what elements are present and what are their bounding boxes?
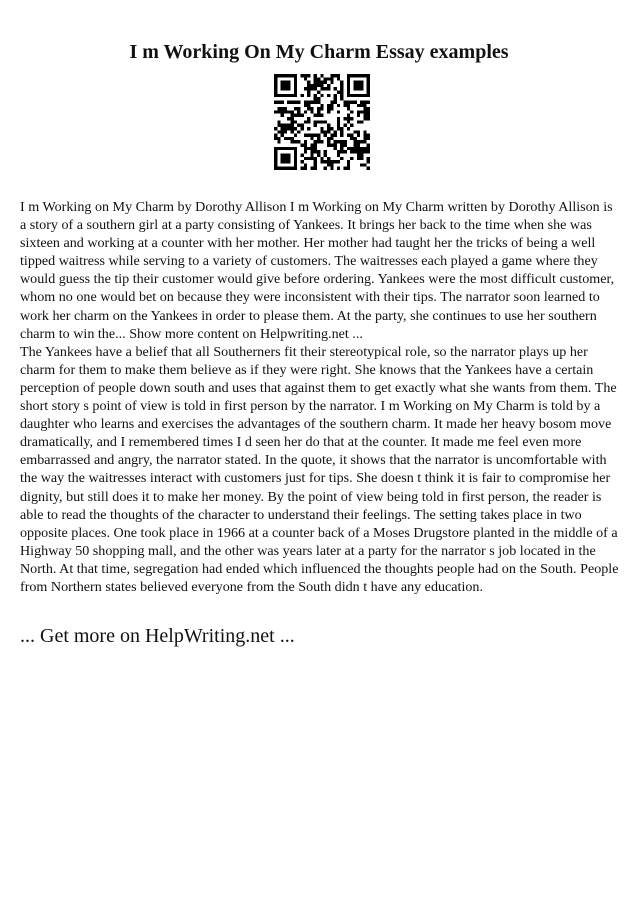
- qr-code-icon: [274, 74, 370, 170]
- essay-body: [20, 198, 620, 596]
- get-more-link[interactable]: ... Get more on HelpWriting.net ...: [20, 625, 295, 647]
- essay-paragraph-1: I m Working on My Charm by Dorothy Allison I m Working on My Charm written by Dorothy Allison is a story of a southern girl at a party consisting of Yankees. It brings her back to the time when she was sixteen and working at a counter with her mother. Her mother had taught her the tricks of being a well tipped waitress while serving to a variety of customers. The waitresses each played a game where they would guess the tip their customer would give before ordering. Yankees were the most difficult customer, whom no one would bet on because they were inconsistent with their tips. The narrator soon learned to work her charm on the Yankees in order to please them. At the party, she continues to use her southern charm to win the... Show more content on Helpwriting.net ...: [20, 199, 615, 342]
- essay-paragraph-2: The Yankees have a belief that all Southerners fit their stereotypical role, so the narrator plays up her charm for them to make them believe as if they were right. She knows that the Yankees have a certain perception of people down south and uses that against them to get exactly what she wants from them. The short story s point of view is told in first person by the narrator. I m Working on My Charm is told by a daughter who learns and exercises the advantages of the southern charm. It made her heavy bosom move dramatically, and I remembered times I d seen her do that at the counter. It made me feel even more embarrassed and angry, the narrator stated. In the quote, it shows that the narrator is uncomfortable with the way the waitresses interact with customers just for tips. She doesn t think it is fair to compromise her dignity, but still does it to make her money. By the point of view being told in first person, the reader is able to read the thoughts of the character to understand their feelings. The setting takes place in two opposite places. One took place in 1966 at a counter back of a Moses Drugstore planted in the middle of a Highway 50 shopping mall, and the other was years later at a party for the narrator s job located in the North. At that time, segregation had ended which influenced the thoughts people had on the South. People from Northern states believed everyone from the South didn t have any education.: [20, 343, 619, 595]
- qr-code-graphic: [274, 74, 370, 170]
- page-title: I m Working On My Charm Essay examples: [129, 41, 509, 63]
